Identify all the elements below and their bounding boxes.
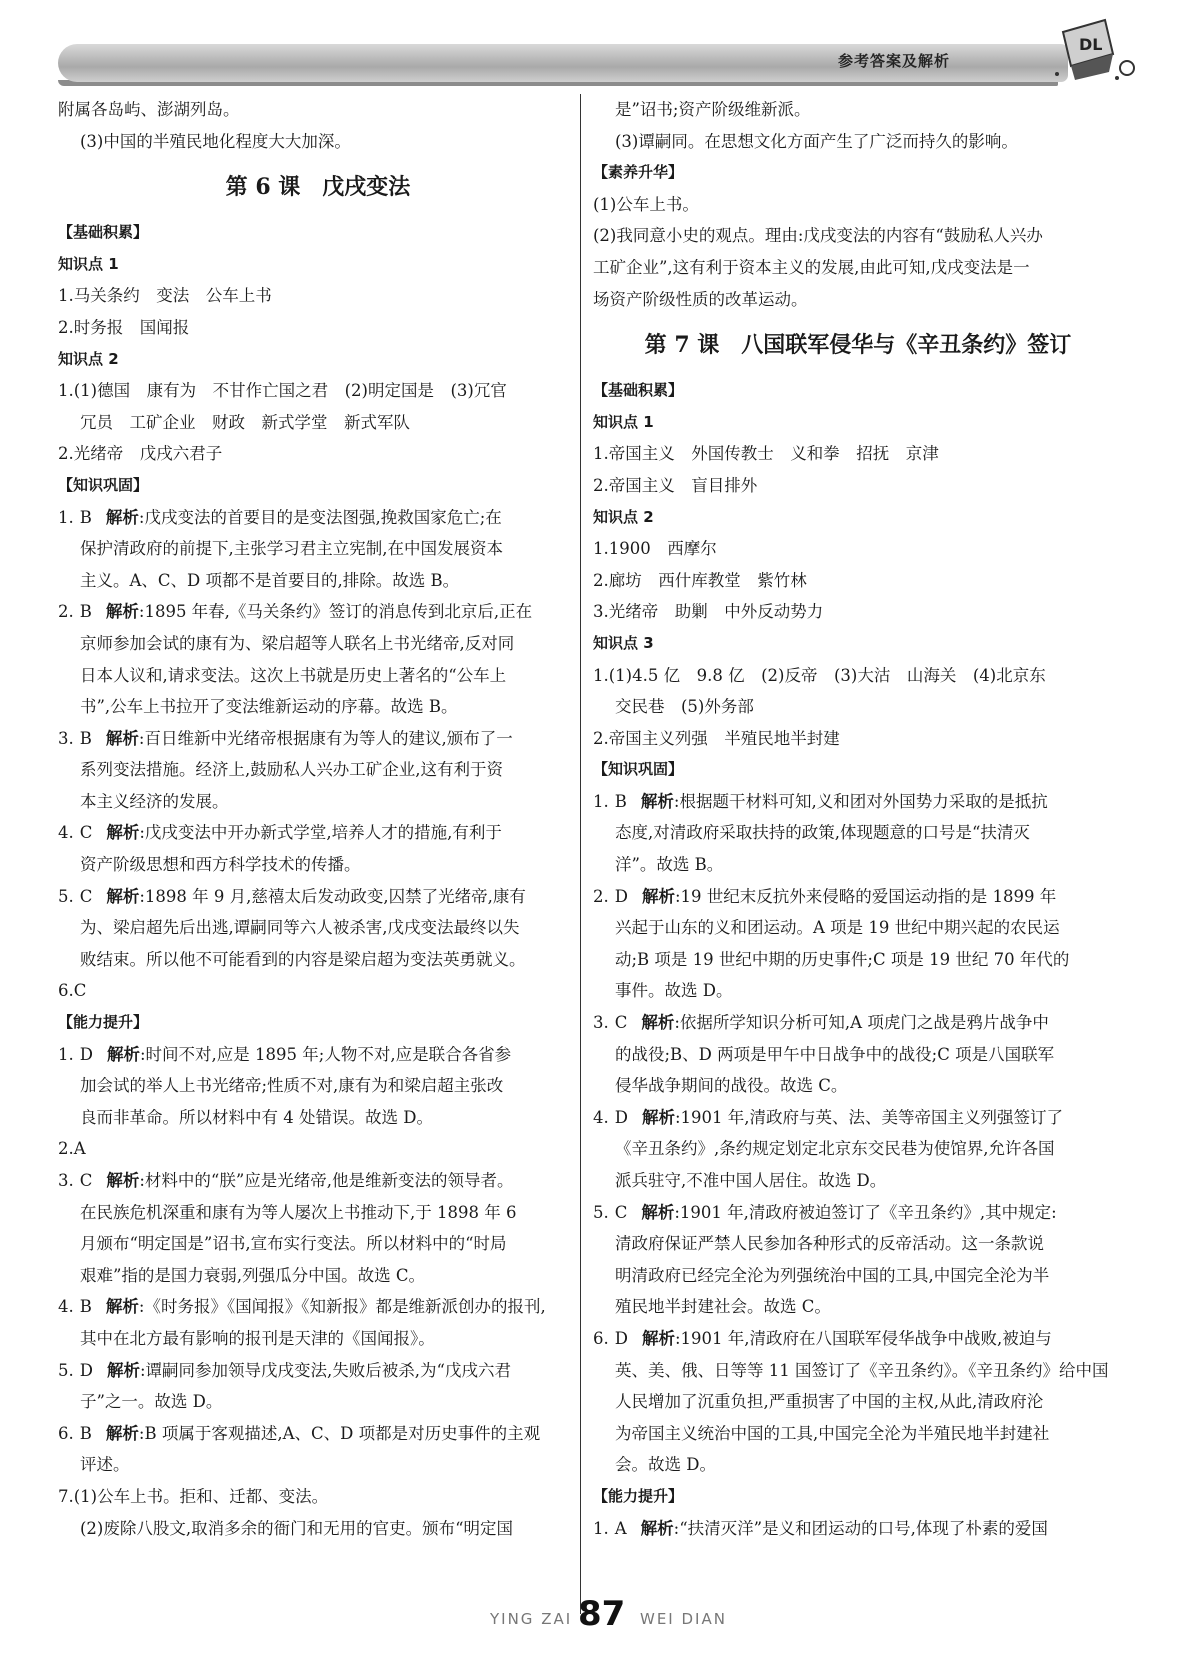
- text-line: 系列变法措施。经济上,鼓励私人兴办工矿企业,这有利于资: [80, 760, 503, 780]
- text-line: 艰难”指的是国力衰弱,列强瓜分中国。故选 C。: [80, 1265, 426, 1285]
- answer-option: D: [614, 886, 628, 906]
- answer-option: D: [614, 1107, 628, 1127]
- text-line: 是”诏书;资产阶级维新派。: [615, 100, 811, 119]
- analysis-label: 解析: [105, 602, 139, 622]
- analysis-text: :1895 年春,《马关条约》签订的消息传到北京后,正在: [138, 602, 533, 622]
- text-line: 会。故选 D。: [615, 1455, 716, 1475]
- text-line: (2)废除八股文,取消多余的衙门和无用的官吏。颁布“明定国: [80, 1518, 514, 1538]
- footer-right-text: WEI DIAN: [640, 1610, 727, 1628]
- text-line: (3)中国的半殖民地化程度大大加深。: [80, 131, 351, 151]
- text-line: 败结束。所以他不可能看到的内容是梁启超为变法英勇就义。: [80, 949, 526, 969]
- text-line: 派兵驻守,不准中国人居住。故选 D。: [615, 1171, 887, 1190]
- text-line: 人民增加了沉重负担,严重损害了中国的主权,从此,清政府沦: [615, 1392, 1044, 1412]
- answer-number: 4.: [593, 1107, 609, 1127]
- section-consolidate: 【知识巩固】: [58, 475, 149, 494]
- answer-option: A: [614, 1518, 627, 1538]
- answer-option: B: [79, 1423, 92, 1443]
- analysis-label: 解析: [106, 823, 140, 843]
- section-advance: 【能力提升】: [593, 1486, 684, 1505]
- left-column: [58, 94, 578, 1544]
- answer-option: C: [79, 823, 93, 843]
- answer-line: [593, 1007, 1123, 1039]
- analysis-text: :《时务报》《国闻报》《知新报》都是维新派创办的报刊,: [138, 1297, 546, 1317]
- answer-line: 2.A: [58, 1139, 86, 1159]
- text-line: 评述。: [80, 1455, 130, 1475]
- analysis-text: :1901 年,清政府与英、法、美等帝国主义列强签订了: [674, 1107, 1064, 1127]
- text-line: 冗员 工矿企业 财政 新式学堂 新式军队: [80, 412, 410, 432]
- text-line: 日本人议和,请求变法。这次上书就是历史上著名的“公车上: [80, 665, 507, 685]
- lesson-6-title: 第 6 课 戊戌变法: [225, 174, 411, 201]
- text-line: 2.廊坊 西什库教堂 紫竹林: [593, 570, 807, 590]
- answer-number: 1.: [58, 507, 74, 527]
- section-literacy: 【素养升华】: [593, 163, 684, 182]
- analysis-text: :百日维新中光绪帝根据康有为等人的建议,颁布了一: [138, 728, 513, 748]
- text-line: 1.帝国主义 外国传教士 义和拳 招抚 京津: [593, 444, 939, 464]
- answer-number: 1.: [593, 1518, 609, 1538]
- text-line: (3)谭嗣同。在思想文化方面产生了广泛而持久的影响。: [615, 131, 1018, 151]
- answer-line: [58, 1039, 578, 1071]
- column-divider: [580, 94, 581, 1614]
- text-line: 工矿企业”,这有利于资本主义的发展,由此可知,戊戌变法是一: [593, 257, 1030, 277]
- text-line: 场资产阶级性质的改革运动。: [593, 289, 808, 309]
- text-line: (2)我同意小史的观点。理由:戊戌变法的内容有“鼓励私人兴办: [593, 226, 1043, 246]
- answer-line: 6.C: [58, 981, 87, 1001]
- analysis-label: 解析: [641, 1328, 675, 1348]
- text-line: 明清政府已经完全沦为列强统治中国的工具,中国完全沦为半: [615, 1265, 1050, 1285]
- answer-line: [58, 1355, 578, 1387]
- analysis-label: 解析: [641, 1107, 675, 1127]
- analysis-label: 解析: [641, 886, 675, 906]
- analysis-text: :1898 年 9 月,慈禧太后发动政变,囚禁了光绪帝,康有: [139, 886, 526, 906]
- analysis-text: :戊戌变法中开办新式学堂,培养人才的措施,有利于: [139, 823, 502, 843]
- answer-option: C: [79, 886, 93, 906]
- text-line: 事件。故选 D。: [615, 981, 733, 1001]
- answer-option: B: [79, 507, 92, 527]
- answer-number: 1.: [593, 791, 609, 811]
- answer-line: [593, 1323, 1123, 1355]
- text-line: 1.(1)德国 康有为 不甘作亡国之君 (2)明定国是 (3)冗官: [58, 381, 507, 401]
- answer-number: 6.: [593, 1328, 609, 1348]
- text-line: 兴起于山东的义和团运动。A 项是 19 世纪中期兴起的农民运: [615, 918, 1060, 938]
- answer-line: [58, 1165, 578, 1197]
- answer-line: [58, 1418, 578, 1450]
- analysis-label: 解析: [106, 886, 140, 906]
- analysis-text: :戊戌变法的首要目的是变法图强,挽救国家危亡;在: [138, 507, 502, 527]
- answer-line: [593, 1102, 1123, 1134]
- text-line: 洋”。故选 B。: [615, 855, 724, 875]
- section-advance: 【能力提升】: [58, 1013, 149, 1032]
- answer-number: 4.: [58, 1297, 74, 1317]
- text-line: 英、美、俄、日等等 11 国签订了《辛丑条约》。《辛丑条约》给中国: [615, 1360, 1109, 1380]
- answer-option: C: [614, 1202, 628, 1222]
- answer-line: [58, 723, 578, 755]
- dl-logo-icon: [1043, 16, 1143, 86]
- footer-left-text: YING ZAI: [490, 1610, 573, 1628]
- analysis-label: 解析: [640, 1518, 674, 1538]
- knowledge-point-1: 知识点 1: [58, 254, 119, 273]
- answer-number: 5.: [593, 1202, 609, 1222]
- answer-option: D: [614, 1328, 628, 1348]
- analysis-label: 解析: [640, 791, 674, 811]
- analysis-label: 解析: [641, 1013, 675, 1033]
- text-line: 动;B 项是 19 世纪中期的历史事件;C 项是 19 世纪 70 年代的: [615, 949, 1070, 969]
- answer-option: C: [614, 1013, 628, 1033]
- answer-line: [593, 1513, 1123, 1545]
- answer-line: [58, 881, 578, 913]
- answer-line: 7.(1)公车上书。拒和、迁都、变法。: [58, 1486, 329, 1506]
- text-line: 保护清政府的前提下,主张学习君主立宪制,在中国发展资本: [80, 539, 503, 559]
- text-line: 1.马关条约 变法 公车上书: [58, 286, 272, 306]
- text-line: 为帝国主义统治中国的工具,中国完全沦为半殖民地半封建社: [615, 1423, 1050, 1443]
- analysis-text: :1901 年,清政府被迫签订了《辛丑条约》,其中规定:: [674, 1202, 1057, 1222]
- lesson-7-title: 第 7 课 八国联军侵华与《辛丑条约》签订: [644, 332, 1072, 359]
- knowledge-point-2: 知识点 2: [593, 507, 654, 526]
- analysis-text: :根据题干材料可知,义和团对外国势力采取的是抵抗: [673, 791, 1048, 811]
- text-line: (1)公车上书。: [593, 194, 699, 214]
- answer-number: 3.: [58, 728, 74, 748]
- answer-number: 6.: [58, 1423, 74, 1443]
- text-line: 子”之一。故选 D。: [80, 1392, 223, 1412]
- analysis-text: :B 项属于客观描述,A、C、D 项都是对历史事件的主观: [138, 1423, 541, 1443]
- analysis-text: :材料中的“朕”应是光绪帝,他是维新变法的领导者。: [139, 1171, 514, 1190]
- text-line: 书”,公车上书拉开了变法维新运动的序幕。故选 B。: [80, 697, 458, 717]
- answer-option: B: [79, 1297, 92, 1317]
- text-line: 态度,对清政府采取扶持的政策,体现题意的口号是“扶清灭: [615, 823, 1030, 843]
- analysis-label: 解析: [106, 1171, 140, 1190]
- text-line: 月颁布“明定国是”诏书,宣布实行变法。所以材料中的“时局: [80, 1234, 507, 1254]
- header-title: 参考答案及解析: [838, 52, 951, 70]
- section-consolidate: 【知识巩固】: [593, 760, 684, 779]
- text-line: 京师参加会试的康有为、梁启超等人联名上书光绪帝,反对同: [80, 633, 515, 653]
- knowledge-point-1: 知识点 1: [593, 412, 654, 431]
- answer-line: [593, 786, 1123, 818]
- answer-number: 2.: [593, 886, 609, 906]
- answer-option: B: [614, 791, 627, 811]
- text-line: 交民巷 (5)外务部: [615, 697, 754, 717]
- text-line: 加会试的举人上书光绪帝;性质不对,康有为和梁启超主张改: [80, 1076, 504, 1096]
- analysis-label: 解析: [105, 1297, 139, 1317]
- text-line: 2.帝国主义 盲目排外: [593, 475, 758, 495]
- text-line: 3.光绪帝 助剿 中外反动势力: [593, 602, 824, 622]
- answer-number: 3.: [593, 1013, 609, 1033]
- analysis-label: 解析: [641, 1202, 675, 1222]
- analysis-label: 解析: [105, 1423, 139, 1443]
- answer-option: D: [79, 1044, 93, 1064]
- analysis-label: 解析: [106, 1044, 140, 1064]
- answer-option: B: [79, 602, 92, 622]
- text-line: 侵华战争期间的战役。故选 C。: [615, 1076, 848, 1096]
- text-line: 主义。A、C、D 项都不是首要目的,排除。故选 B。: [80, 570, 460, 590]
- knowledge-point-3: 知识点 3: [593, 633, 654, 652]
- section-basic: 【基础积累】: [58, 223, 149, 242]
- analysis-text: :1901 年,清政府在八国联军侵华战争中战败,被迫与: [674, 1328, 1052, 1348]
- text-line: 2.光绪帝 戊戌六君子: [58, 444, 223, 464]
- logo-text: DL: [1079, 35, 1103, 54]
- page-number: 87: [578, 1594, 626, 1634]
- text-line: 殖民地半封建社会。故选 C。: [615, 1297, 831, 1317]
- text-line: 本主义经济的发展。: [80, 791, 229, 811]
- text-line: 其中在北方最有影响的报刊是天津的《国闻报》。: [80, 1328, 435, 1348]
- right-column: [593, 94, 1123, 1544]
- answer-number: 4.: [58, 823, 74, 843]
- analysis-text: :“扶清灭洋”是义和团运动的口号,体现了朴素的爱国: [673, 1518, 1048, 1538]
- answer-option: B: [79, 728, 92, 748]
- analysis-text: :谭嗣同参加领导戊戌变法,失败后被杀,为“戊戌六君: [139, 1360, 511, 1380]
- answer-line: [593, 881, 1123, 913]
- text-line: 在民族危机深重和康有为等人屡次上书推动下,于 1898 年 6: [80, 1202, 517, 1222]
- answer-number: 5.: [58, 886, 74, 906]
- page-header: [58, 35, 1118, 86]
- text-line: 良而非革命。所以材料中有 4 处错误。故选 D。: [80, 1107, 433, 1127]
- analysis-text: :依据所学知识分析可知,A 项虎门之战是鸦片战争中: [674, 1013, 1049, 1033]
- answer-number: 3.: [58, 1171, 74, 1190]
- answer-line: [58, 817, 578, 849]
- text-line: 1.(1)4.5 亿 9.8 亿 (2)反帝 (3)大沽 山海关 (4)北京东: [593, 665, 1046, 685]
- analysis-text: :19 世纪末反抗外来侵略的爱国运动指的是 1899 年: [674, 886, 1057, 906]
- answer-number: 5.: [58, 1360, 74, 1380]
- text-line: 2.时务报 国闻报: [58, 317, 190, 337]
- answer-number: 2.: [58, 602, 74, 622]
- answer-option: D: [79, 1360, 93, 1380]
- analysis-label: 解析: [105, 507, 139, 527]
- knowledge-point-2: 知识点 2: [58, 349, 119, 368]
- answer-line: [58, 502, 578, 534]
- text-line: 《辛丑条约》,条约规定划定北京东交民巷为使馆界,允许各国: [615, 1139, 1055, 1159]
- answer-line: [593, 1197, 1123, 1229]
- answer-number: 1.: [58, 1044, 74, 1064]
- text-line: 资产阶级思想和西方科学技术的传播。: [80, 855, 361, 875]
- analysis-text: :时间不对,应是 1895 年;人物不对,应是联合各省参: [139, 1044, 512, 1064]
- answer-line: [58, 596, 578, 628]
- text-line: 为、梁启超先后出逃,谭嗣同等六人被杀害,戊戌变法最终以失: [80, 918, 520, 938]
- analysis-label: 解析: [106, 1360, 140, 1380]
- text-line: 的战役;B、D 两项是甲午中日战争中的战役;C 项是八国联军: [615, 1044, 1055, 1064]
- page-footer: [0, 1592, 1200, 1642]
- text-line: 2.帝国主义列强 半殖民地半封建: [593, 728, 840, 748]
- text-line: 附属各岛屿、澎湖列岛。: [58, 100, 240, 119]
- answer-line: [58, 1291, 578, 1323]
- section-basic: 【基础积累】: [593, 381, 684, 400]
- text-line: 清政府保证严禁人民参加各种形式的反帝活动。这一条款说: [615, 1234, 1044, 1254]
- answer-option: C: [79, 1171, 93, 1190]
- text-line: 1.1900 西摩尔: [593, 539, 717, 559]
- analysis-label: 解析: [105, 728, 139, 748]
